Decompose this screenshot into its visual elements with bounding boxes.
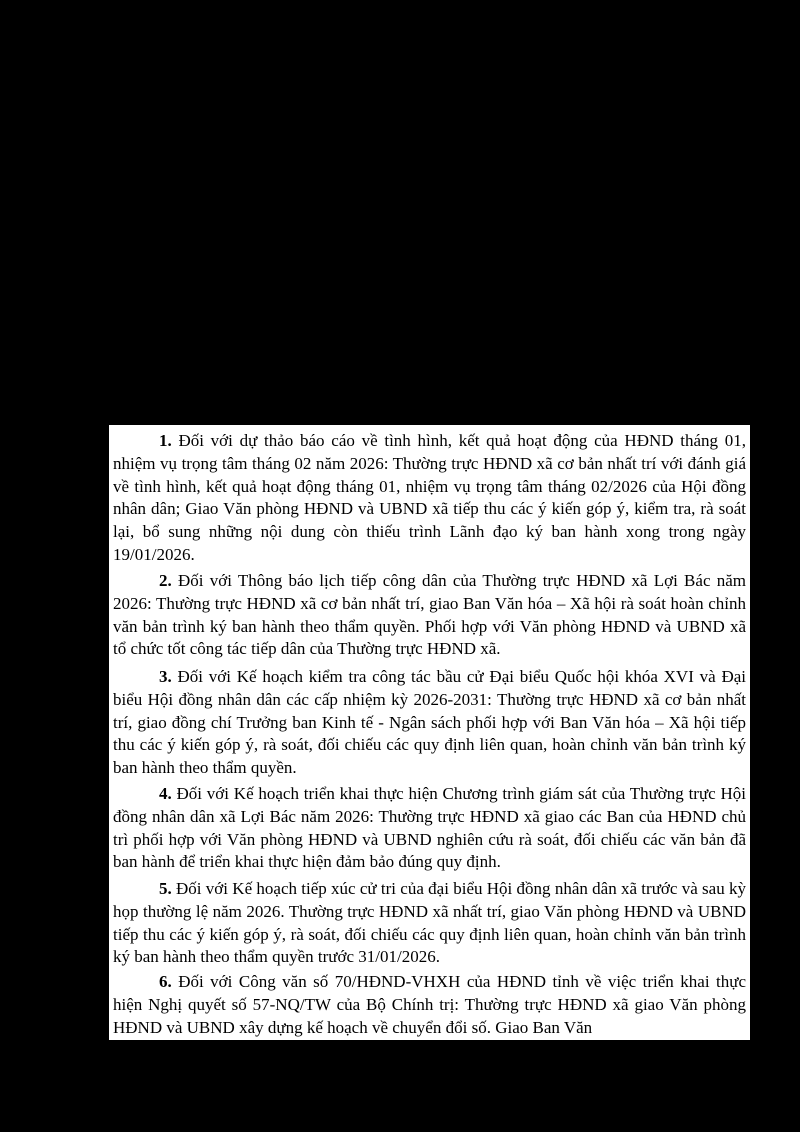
paragraph-3-text: Đối với Kế hoạch kiểm tra công tác bầu cử Đại biểu Quốc hội khóa XVI và Đại biểu Hội đồng nhân dân các cấp nhiệm kỳ 2026-2031: Thường trực HĐND xã cơ bản nhất trí, giao đồng chí Trưởng ban Kinh tế - Ngân sách phối hợp với Ban Văn hóa – Xã hội tiếp thu các ý kiến góp ý, rà soát, đối chiếu các quy định liên quan, hoàn chỉnh văn bản trình ký ban hành theo thẩm quyền. (113, 667, 746, 778)
paragraph-6 (113, 971, 746, 1039)
paragraph-5 (113, 878, 746, 969)
paragraph-1-number: 1. (159, 431, 172, 450)
paragraph-2 (113, 570, 746, 661)
paragraph-5-text: Đối với Kế hoạch tiếp xúc cử tri của đại biểu Hội đồng nhân dân xã trước và sau kỳ họp thường lệ năm 2026. Thường trực HĐND xã nhất trí, giao Văn phòng HĐND và UBND tiếp thu các ý kiến góp ý, rà soát, đối chiếu các quy định liên quan, hoàn chỉnh văn bản trình ký ban hành theo thẩm quyền trước 31/01/2026. (113, 879, 746, 967)
paragraph-6-number: 6. (159, 972, 172, 991)
paragraph-2-number: 2. (159, 571, 172, 590)
paragraph-3-number: 3. (159, 667, 172, 686)
paragraph-3 (113, 666, 746, 780)
paragraph-1 (113, 430, 746, 567)
document-page (109, 425, 750, 1040)
paragraph-5-number: 5. (159, 879, 172, 898)
paragraph-2-text: Đối với Thông báo lịch tiếp công dân của Thường trực HĐND xã Lợi Bác năm 2026: Thường trực HĐND xã cơ bản nhất trí, giao Ban Văn hóa – Xã hội rà soát hoàn chỉnh văn bản trình ký ban hành theo thẩm quyền. Phối hợp với Văn phòng HĐND và UBND xã tổ chức tốt công tác tiếp dân của Thường trực HĐND xã. (113, 571, 746, 659)
paragraph-4-text: Đối với Kế hoạch triển khai thực hiện Chương trình giám sát của Thường trực Hội đồng nhân dân xã Lợi Bác năm 2026: Thường trực HĐND xã giao các Ban của HĐND chủ trì phối hợp với Văn phòng HĐND và UBND nghiên cứu rà soát, đối chiếu các văn bản đã ban hành để triển khai thực hiện đảm bảo đúng quy định. (113, 784, 746, 872)
paragraph-4-number: 4. (159, 784, 172, 803)
paragraph-1-text: Đối với dự thảo báo cáo về tình hình, kết quả hoạt động của HĐND tháng 01, nhiệm vụ trọng tâm tháng 02 năm 2026: Thường trực HĐND xã cơ bản nhất trí với đánh giá về tình hình, kết quả hoạt động tháng 01, nhiệm vụ trọng tâm tháng 02/2026 của Hội đồng nhân dân; Giao Văn phòng HĐND và UBND xã tiếp thu các ý kiến góp ý, kiểm tra, rà soát lại, bổ sung những nội dung còn thiếu trình Lãnh đạo ký ban hành xong trong ngày 19/01/2026. (113, 431, 746, 564)
paragraph-6-text: Đối với Công văn số 70/HĐND-VHXH của HĐND tỉnh về việc triển khai thực hiện Nghị quyết số 57-NQ/TW của Bộ Chính trị: Thường trực HĐND xã giao Văn phòng HĐND và UBND xây dựng kế hoạch về chuyển đổi số. Giao Ban Văn (113, 972, 746, 1037)
paragraph-4 (113, 783, 746, 874)
